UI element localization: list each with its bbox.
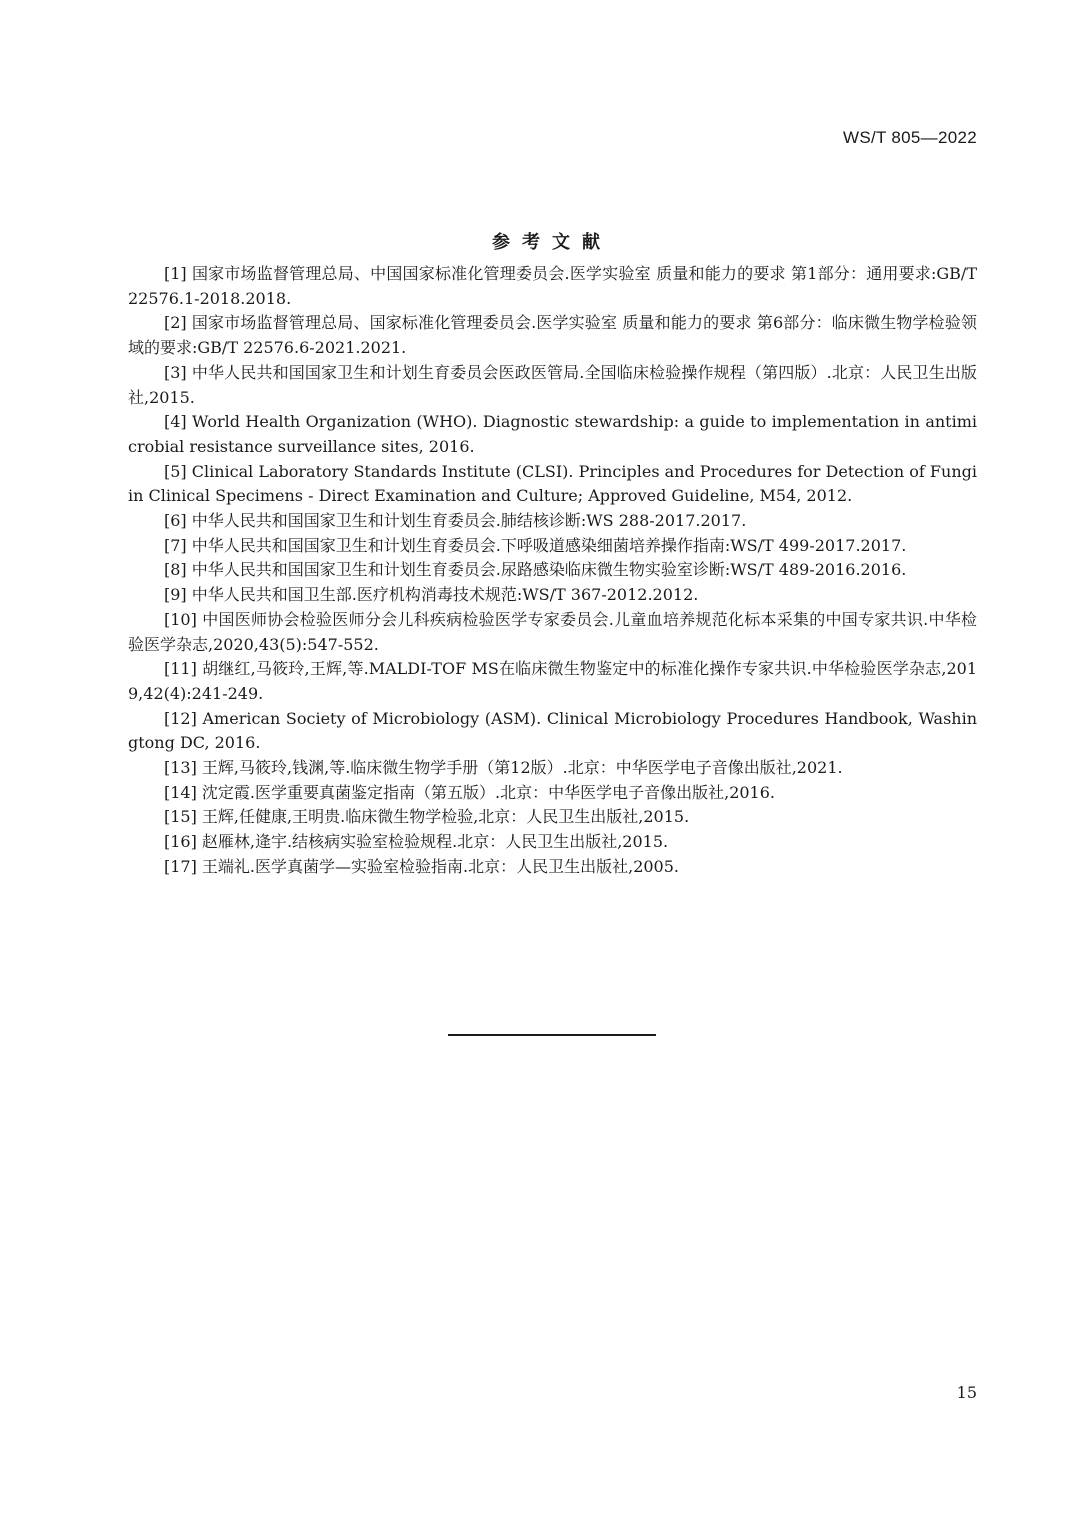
reference-item-17: [17] 王端礼.医学真菌学—实验室检验指南.北京：人民卫生出版社,2005. bbox=[164, 856, 679, 876]
reference-item-6: [6] 中华人民共和国国家卫生和计划生育委员会.肺结核诊断:WS 288-2017.2017. bbox=[164, 511, 747, 531]
reference-item-8: [8] 中华人民共和国国家卫生和计划生育委员会.尿路感染临床微生物实验室诊断:WS/T 489-2016.2016. bbox=[164, 560, 907, 580]
page-number: 15 bbox=[956, 1383, 977, 1402]
reference-item-14: [14] 沈定霞.医学重要真菌鉴定指南（第五版）.北京：中华医学电子音像出版社,2016. bbox=[164, 782, 775, 802]
reference-item-10: [10] 中国医师协会检验医师分会儿科疾病检验医学专家委员会.儿童血培养规范化标本采集的中国专家共识.中华检验医学杂志,2020,43(5):547-552. bbox=[128, 609, 977, 654]
reference-item-9: [9] 中华人民共和国卫生部.医疗机构消毒技术规范:WS/T 367-2012.2012. bbox=[164, 585, 699, 605]
reference-item-16: [16] 赵雁林,逄宇.结核病实验室检验规程.北京：人民卫生出版社,2015. bbox=[164, 832, 669, 852]
reference-item-11: [11] 胡继红,马筱玲,王辉,等.MALDI-TOF MS在临床微生物鉴定中的标准化操作专家共识.中华检验医学杂志,2019,42(4):241-249. bbox=[128, 659, 977, 703]
reference-item-12: [12] American Society of Microbiology (ASM). Clinical Microbiology Procedures Handbook, Washingtong DC, 2016. bbox=[128, 708, 977, 753]
reference-item-15: [15] 王辉,任健康,王明贵.临床微生物学检验,北京：人民卫生出版社,2015. bbox=[164, 807, 690, 827]
reference-item-13: [13] 王辉,马筱玲,钱渊,等.临床微生物学手册（第12版）.北京：中华医学电子音像出版社,2021. bbox=[164, 758, 843, 778]
reference-item-4: [4] World Health Organization (WHO). Diagnostic stewardship: a guide to implementation in antimicrobial resistance surveillance sites, 2016. bbox=[128, 412, 977, 456]
section-title: 参考文献 bbox=[492, 232, 612, 253]
reference-item-5: [5] Clinical Laboratory Standards Institute (CLSI). Principles and Procedures for Detection of Fungi in Clinical Specimens - Direct Examination and Culture; Approved Guideline, M54, 2012. bbox=[128, 461, 977, 506]
reference-item-2: [2] 国家市场监督管理总局、国家标准化管理委员会.医学实验室 质量和能力的要求 第6部分：临床微生物学检验领域的要求:GB/T 22576.6-2021.2021. bbox=[128, 313, 977, 358]
reference-item-3: [3] 中华人民共和国国家卫生和计划生育委员会医政医管局.全国临床检验操作规程（第四版）.北京：人民卫生出版社,2015. bbox=[128, 362, 977, 407]
standard-code: WS/T 805—2022 bbox=[843, 128, 977, 147]
reference-item-1: [1] 国家市场监督管理总局、中国国家标准化管理委员会.医学实验室 质量和能力的要求 第1部分：通用要求:GB/T 22576.1-2018.2018. bbox=[128, 264, 977, 308]
reference-list bbox=[128, 262, 977, 880]
end-of-document-rule bbox=[448, 1034, 656, 1036]
reference-item-7: [7] 中华人民共和国国家卫生和计划生育委员会.下呼吸道感染细菌培养操作指南:WS/T 499-2017.2017. bbox=[164, 535, 907, 555]
